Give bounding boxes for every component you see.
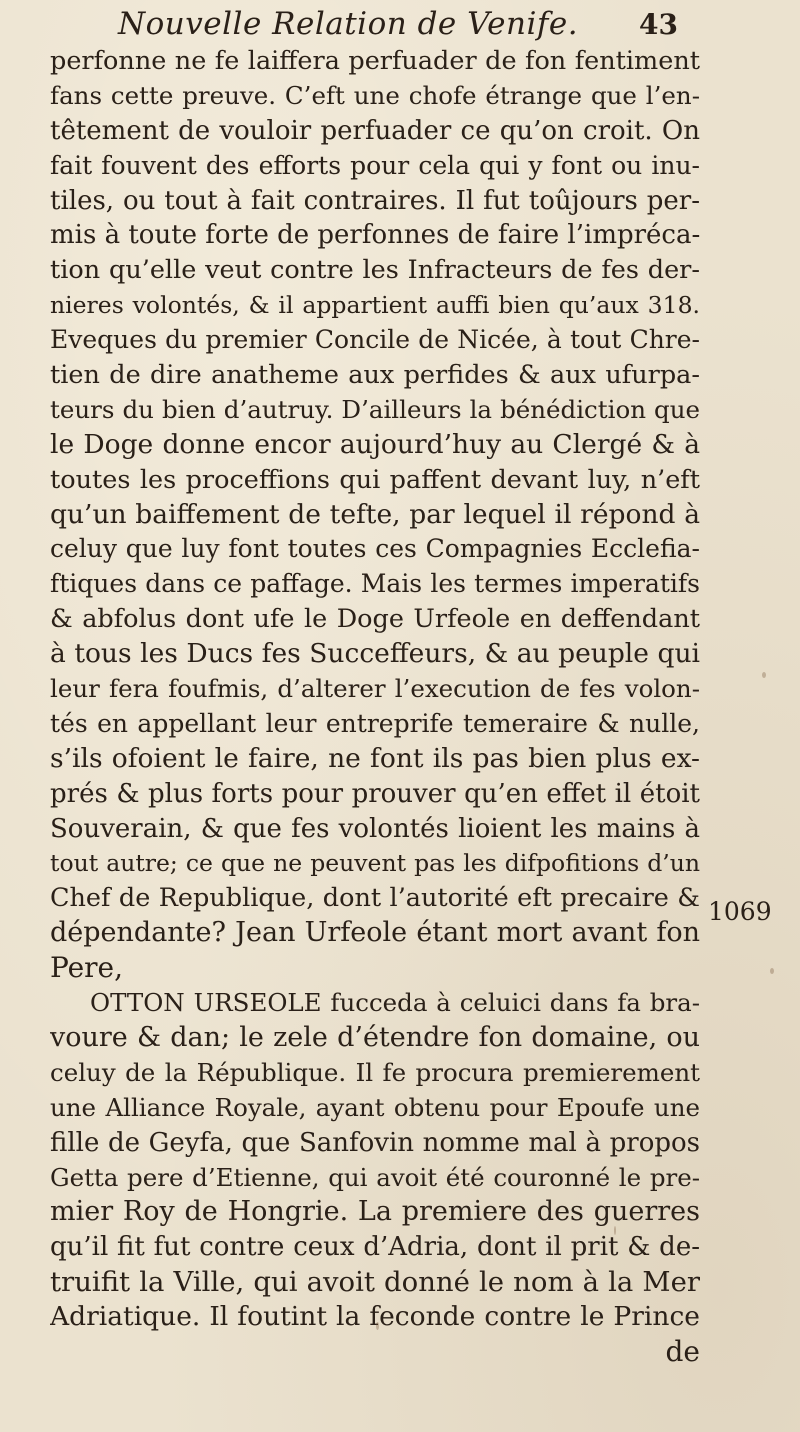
text-line: teurs du bien d’autruy. D’ailleurs la bénédiction que <box>50 394 700 424</box>
text-line: une Alliance Royale, ayant obtenu pour Epoufe une <box>50 1092 700 1122</box>
body-text <box>50 44 700 1370</box>
text-line: le Doge donne encor aujourd’huy au Clergé & à <box>50 428 700 460</box>
text-line: tés en appellant leur entreprife temeraire & nulle, <box>50 708 700 738</box>
text-line: dépendante? Jean Urfeole étant mort avant fon <box>50 917 700 949</box>
page-header <box>118 6 678 46</box>
text-line: leur fera foufmis, d’alterer l’execution de fes volon- <box>50 674 700 704</box>
text-line: prés & plus forts pour prouver qu’en effet il étoit <box>50 778 700 809</box>
text-line: Souverain, & que fes volontés lioient les mains à <box>50 813 700 844</box>
text-line: Pere, <box>50 951 124 985</box>
text-line: toutes les proceffions qui paffent devant luy, n’eft <box>50 464 700 495</box>
text-line: tion qu’elle veut contre les Infracteurs de fes der- <box>50 255 700 286</box>
text-line: ftiques dans ce paffage. Mais les termes imperatifs <box>50 569 700 599</box>
text-line: têtement de vouloir perfuader ce qu’on croit. On <box>50 115 700 146</box>
text-line: tien de dire anatheme aux perfides & aux ufurpa- <box>50 360 700 391</box>
text-line: à tous les Ducs fes Succeffeurs, & au peuple qui <box>50 638 700 670</box>
ink-speck <box>762 672 766 678</box>
text-line: nieres volontés, & il appartient auffi bien qu’aux 318. <box>50 291 700 320</box>
text-line: qu’un baiffement de tefte, par lequel il répond à <box>50 498 700 530</box>
ink-speck <box>770 968 774 974</box>
text-line: Eveques du premier Concile de Nicée, à tout Chre- <box>50 325 700 355</box>
text-line: qu’il fit fut contre ceux d’Adria, dont il prit & de- <box>50 1232 700 1263</box>
text-line: fans cette preuve. C’eft une chofe étrange que l’en- <box>50 80 700 110</box>
text-line: Chef de Republique, dont l’autorité eft precaire & <box>50 883 700 914</box>
ink-speck <box>614 1226 616 1235</box>
page-number: 43 <box>639 8 678 41</box>
text-line: celuy que luy font toutes ces Compagnies Ecclefia- <box>50 534 700 564</box>
text-line: truifit la Ville, qui avoit donné le nom à la Mer <box>50 1266 700 1299</box>
text-line: fait fouvent des efforts pour cela qui y font ou inu- <box>50 150 700 180</box>
text-line: tiles, ou tout à fait contraires. Il fut toûjours per- <box>50 185 700 216</box>
text-line: mier Roy de Hongrie. La premiere des guerres <box>50 1196 700 1228</box>
text-line: mis à toute forte de perfonnes de faire l’impréca- <box>50 220 700 251</box>
margin-year-note: 1069 <box>708 897 772 926</box>
text-line: Adriatique. Il foutint la feconde contre le Prince <box>50 1301 700 1333</box>
text-line: fille de Geyfa, que Sanfovin nomme mal à propos <box>50 1127 700 1158</box>
text-line: s’ils ofoient le faire, ne font ils pas bien plus ex- <box>50 742 700 774</box>
ink-speck <box>376 1322 379 1330</box>
text-line: & abfolus dont ufe le Doge Urfeole en deffendant <box>50 604 700 635</box>
text-line: Getta pere d’Etienne, qui avoit été couronné le pre- <box>50 1162 700 1192</box>
text-line: voure & dan; le zele d’étendre fon domaine, ou <box>50 1021 700 1053</box>
text-line: tout autre; ce que ne peuvent pas les difpofitions d’un <box>50 849 700 878</box>
running-title: Nouvelle Relation de Venife. <box>118 6 579 42</box>
text-line: perfonne ne fe laiffera perfuader de fon fentiment <box>50 46 700 76</box>
text-line: celuy de la République. Il fe procura premierement <box>50 1057 700 1087</box>
text-line: OTTON URSEOLE fucceda à celuici dans fa bra- <box>90 988 700 1018</box>
catchword: de <box>665 1334 700 1368</box>
